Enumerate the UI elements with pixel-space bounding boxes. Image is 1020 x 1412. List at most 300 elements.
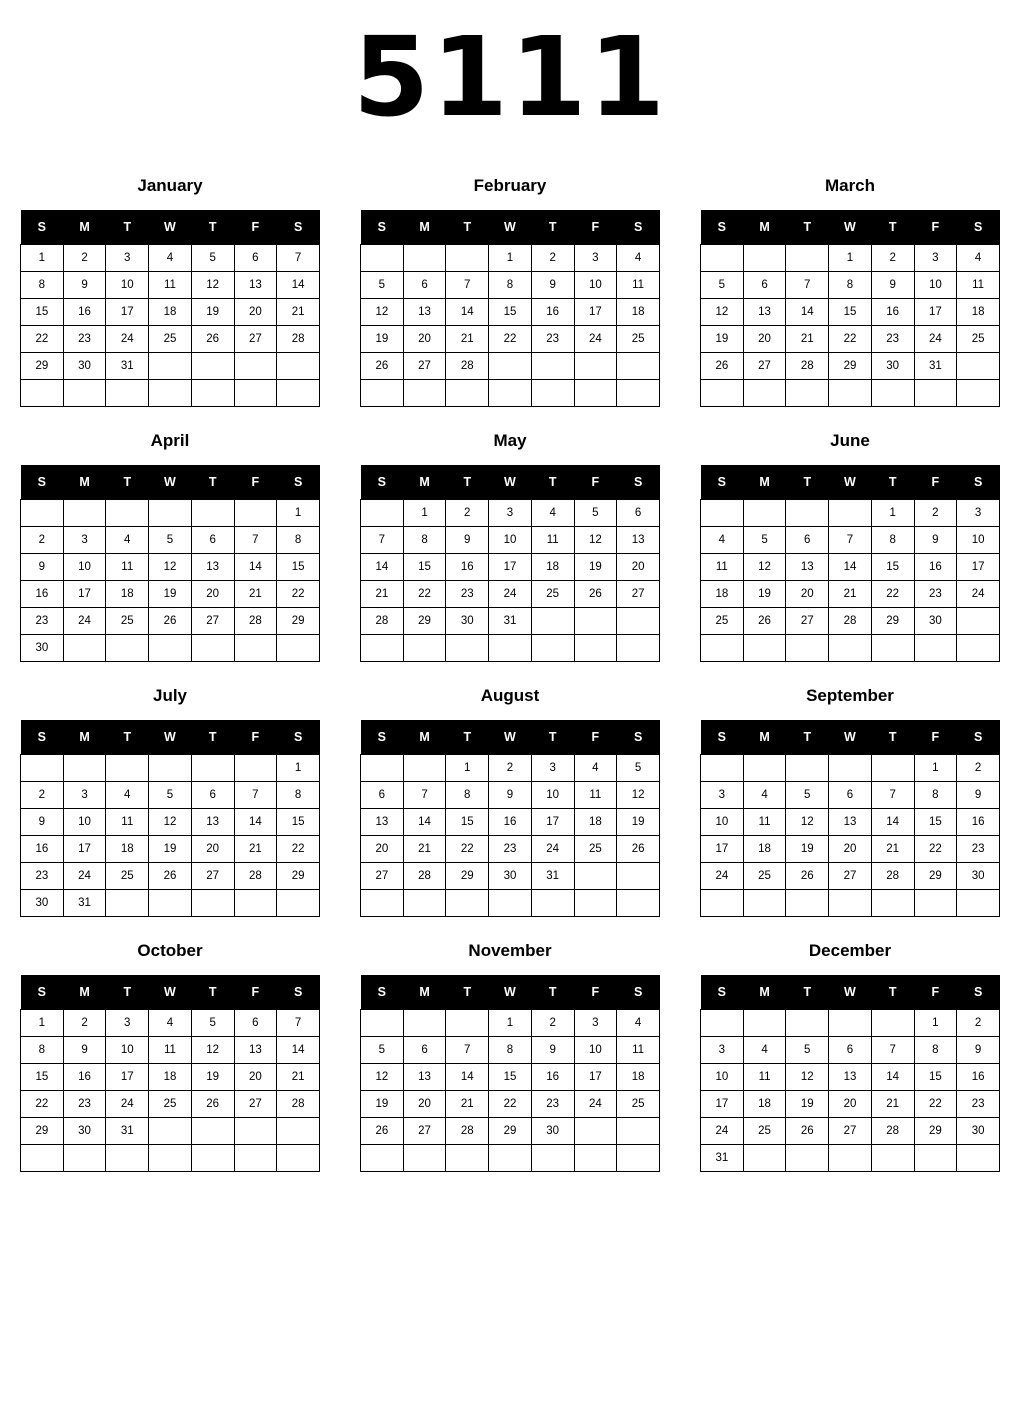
day-cell: 31 bbox=[106, 353, 149, 380]
weekday-header-row bbox=[21, 210, 320, 245]
day-cell: 19 bbox=[786, 1091, 829, 1118]
day-cell: 12 bbox=[574, 527, 617, 554]
day-cell-empty bbox=[234, 1118, 277, 1145]
day-cell: 24 bbox=[701, 1118, 744, 1145]
day-cell: 25 bbox=[743, 1118, 786, 1145]
day-cell: 19 bbox=[149, 581, 192, 608]
day-cell: 7 bbox=[277, 245, 320, 272]
day-cell: 25 bbox=[531, 581, 574, 608]
week-row bbox=[701, 326, 1000, 353]
day-cell: 20 bbox=[829, 1091, 872, 1118]
weekday-header-cell: S bbox=[361, 975, 404, 1010]
day-cell-empty bbox=[786, 380, 829, 407]
day-cell: 25 bbox=[106, 863, 149, 890]
day-cell: 31 bbox=[914, 353, 957, 380]
day-cell-empty bbox=[574, 1118, 617, 1145]
day-cell: 28 bbox=[446, 1118, 489, 1145]
day-cell: 25 bbox=[574, 836, 617, 863]
weekday-header-cell: F bbox=[574, 720, 617, 755]
day-cell: 10 bbox=[106, 272, 149, 299]
day-cell: 10 bbox=[957, 527, 1000, 554]
day-cell: 5 bbox=[191, 245, 234, 272]
week-row bbox=[701, 500, 1000, 527]
day-cell: 5 bbox=[574, 500, 617, 527]
day-cell: 15 bbox=[277, 554, 320, 581]
day-cell: 9 bbox=[21, 809, 64, 836]
weekday-header-cell: S bbox=[701, 465, 744, 500]
weekday-header-row bbox=[21, 975, 320, 1010]
week-row bbox=[361, 554, 660, 581]
months-grid bbox=[0, 138, 1020, 1182]
day-cell: 23 bbox=[21, 863, 64, 890]
weekday-header-cell: F bbox=[914, 465, 957, 500]
day-cell-empty bbox=[701, 755, 744, 782]
day-cell: 18 bbox=[743, 1091, 786, 1118]
day-cell-empty bbox=[191, 755, 234, 782]
day-cell-empty bbox=[191, 1118, 234, 1145]
day-cell: 23 bbox=[21, 608, 64, 635]
day-cell: 26 bbox=[149, 863, 192, 890]
day-cell: 1 bbox=[489, 245, 532, 272]
day-cell-empty bbox=[617, 890, 660, 917]
day-cell: 23 bbox=[63, 326, 106, 353]
day-cell: 21 bbox=[277, 1064, 320, 1091]
week-row bbox=[361, 608, 660, 635]
day-cell: 4 bbox=[531, 500, 574, 527]
weekday-header-cell: M bbox=[743, 210, 786, 245]
day-cell-empty bbox=[277, 1118, 320, 1145]
weekday-header-cell: F bbox=[574, 210, 617, 245]
day-cell-empty bbox=[234, 1145, 277, 1172]
day-cell: 21 bbox=[234, 581, 277, 608]
day-cell: 25 bbox=[617, 1091, 660, 1118]
week-row bbox=[21, 326, 320, 353]
day-cell: 9 bbox=[914, 527, 957, 554]
day-cell: 26 bbox=[574, 581, 617, 608]
day-cell: 11 bbox=[106, 554, 149, 581]
day-cell: 22 bbox=[277, 836, 320, 863]
day-cell: 8 bbox=[277, 527, 320, 554]
day-cell: 3 bbox=[701, 1037, 744, 1064]
day-cell: 14 bbox=[234, 809, 277, 836]
day-cell: 10 bbox=[63, 809, 106, 836]
weekday-header-cell: F bbox=[234, 720, 277, 755]
day-cell: 29 bbox=[21, 353, 64, 380]
day-cell: 11 bbox=[149, 1037, 192, 1064]
weekday-header-cell: M bbox=[403, 975, 446, 1010]
day-cell: 14 bbox=[786, 299, 829, 326]
month-calendar-table bbox=[360, 210, 660, 407]
month-calendar-table bbox=[700, 975, 1000, 1172]
week-row bbox=[701, 353, 1000, 380]
weekday-header-cell: T bbox=[191, 210, 234, 245]
day-cell: 30 bbox=[871, 353, 914, 380]
day-cell-empty bbox=[446, 380, 489, 407]
month-block bbox=[340, 927, 680, 1182]
day-cell: 22 bbox=[914, 1091, 957, 1118]
day-cell: 2 bbox=[63, 1010, 106, 1037]
day-cell-empty bbox=[743, 890, 786, 917]
day-cell: 17 bbox=[957, 554, 1000, 581]
weekday-header-cell: T bbox=[871, 465, 914, 500]
day-cell: 23 bbox=[489, 836, 532, 863]
day-cell: 31 bbox=[531, 863, 574, 890]
weekday-header-cell: W bbox=[149, 465, 192, 500]
day-cell-empty bbox=[191, 380, 234, 407]
day-cell-empty bbox=[149, 353, 192, 380]
day-cell-empty bbox=[829, 890, 872, 917]
day-cell: 4 bbox=[149, 245, 192, 272]
month-name: February bbox=[473, 176, 547, 195]
day-cell: 27 bbox=[361, 863, 404, 890]
day-cell: 21 bbox=[871, 1091, 914, 1118]
week-row bbox=[361, 380, 660, 407]
day-cell: 19 bbox=[701, 326, 744, 353]
week-row bbox=[701, 1091, 1000, 1118]
day-cell: 20 bbox=[403, 1091, 446, 1118]
day-cell: 18 bbox=[106, 581, 149, 608]
day-cell: 10 bbox=[63, 554, 106, 581]
day-cell: 8 bbox=[914, 782, 957, 809]
day-cell: 7 bbox=[446, 272, 489, 299]
day-cell: 13 bbox=[743, 299, 786, 326]
day-cell: 2 bbox=[531, 1010, 574, 1037]
day-cell: 6 bbox=[191, 782, 234, 809]
weekday-header-cell: T bbox=[786, 465, 829, 500]
month-name: August bbox=[480, 686, 540, 705]
day-cell: 25 bbox=[149, 326, 192, 353]
weekday-header-cell: T bbox=[106, 720, 149, 755]
weekday-header-cell: F bbox=[914, 210, 957, 245]
day-cell: 6 bbox=[829, 1037, 872, 1064]
day-cell: 22 bbox=[829, 326, 872, 353]
day-cell: 27 bbox=[191, 863, 234, 890]
weekday-header-cell: S bbox=[617, 720, 660, 755]
day-cell: 20 bbox=[234, 299, 277, 326]
day-cell-empty bbox=[701, 380, 744, 407]
month-name: June bbox=[830, 431, 870, 450]
week-row bbox=[21, 809, 320, 836]
week-row bbox=[21, 353, 320, 380]
day-cell-empty bbox=[829, 1145, 872, 1172]
day-cell: 7 bbox=[403, 782, 446, 809]
day-cell: 25 bbox=[106, 608, 149, 635]
day-cell: 23 bbox=[914, 581, 957, 608]
day-cell: 31 bbox=[701, 1145, 744, 1172]
day-cell: 1 bbox=[21, 245, 64, 272]
weekday-header-cell: S bbox=[21, 465, 64, 500]
month-calendar-table bbox=[360, 465, 660, 662]
day-cell: 16 bbox=[914, 554, 957, 581]
day-cell-empty bbox=[361, 755, 404, 782]
weekday-header-cell: T bbox=[106, 975, 149, 1010]
day-cell-empty bbox=[829, 1010, 872, 1037]
day-cell: 15 bbox=[914, 809, 957, 836]
week-row bbox=[701, 782, 1000, 809]
day-cell: 10 bbox=[701, 809, 744, 836]
day-cell-empty bbox=[446, 1010, 489, 1037]
day-cell: 18 bbox=[149, 1064, 192, 1091]
day-cell: 16 bbox=[871, 299, 914, 326]
month-calendar-table bbox=[700, 465, 1000, 662]
day-cell: 26 bbox=[743, 608, 786, 635]
day-cell-empty bbox=[743, 755, 786, 782]
day-cell: 30 bbox=[531, 1118, 574, 1145]
day-cell: 16 bbox=[531, 1064, 574, 1091]
day-cell-empty bbox=[403, 1010, 446, 1037]
day-cell: 6 bbox=[403, 1037, 446, 1064]
day-cell: 19 bbox=[361, 1091, 404, 1118]
day-cell: 26 bbox=[361, 1118, 404, 1145]
weekday-header-cell: S bbox=[957, 975, 1000, 1010]
day-cell-empty bbox=[446, 635, 489, 662]
month-name: April bbox=[150, 431, 190, 450]
day-cell: 26 bbox=[361, 353, 404, 380]
day-cell: 11 bbox=[149, 272, 192, 299]
day-cell-empty bbox=[743, 1010, 786, 1037]
day-cell: 27 bbox=[617, 581, 660, 608]
day-cell: 28 bbox=[786, 353, 829, 380]
day-cell: 8 bbox=[914, 1037, 957, 1064]
day-cell: 31 bbox=[63, 890, 106, 917]
day-cell: 16 bbox=[957, 809, 1000, 836]
week-row bbox=[701, 1145, 1000, 1172]
day-cell: 4 bbox=[743, 782, 786, 809]
day-cell: 7 bbox=[871, 782, 914, 809]
day-cell: 28 bbox=[871, 1118, 914, 1145]
day-cell-empty bbox=[531, 635, 574, 662]
day-cell: 2 bbox=[914, 500, 957, 527]
day-cell: 18 bbox=[106, 836, 149, 863]
week-row bbox=[361, 272, 660, 299]
day-cell: 27 bbox=[403, 1118, 446, 1145]
day-cell: 6 bbox=[786, 527, 829, 554]
weekday-header-cell: T bbox=[446, 210, 489, 245]
day-cell: 24 bbox=[63, 863, 106, 890]
day-cell-empty bbox=[191, 635, 234, 662]
day-cell: 22 bbox=[21, 326, 64, 353]
weekday-header-cell: F bbox=[914, 720, 957, 755]
day-cell: 7 bbox=[871, 1037, 914, 1064]
day-cell: 14 bbox=[446, 299, 489, 326]
day-cell: 13 bbox=[403, 299, 446, 326]
week-row bbox=[21, 608, 320, 635]
day-cell: 29 bbox=[829, 353, 872, 380]
day-cell-empty bbox=[106, 500, 149, 527]
day-cell-empty bbox=[489, 890, 532, 917]
day-cell: 21 bbox=[446, 1091, 489, 1118]
day-cell-empty bbox=[871, 380, 914, 407]
day-cell-empty bbox=[106, 755, 149, 782]
month-name: December bbox=[808, 941, 892, 960]
week-row bbox=[701, 836, 1000, 863]
day-cell: 17 bbox=[701, 1091, 744, 1118]
day-cell: 14 bbox=[361, 554, 404, 581]
month-block bbox=[340, 672, 680, 927]
weekday-header-cell: F bbox=[914, 975, 957, 1010]
day-cell: 9 bbox=[489, 782, 532, 809]
day-cell: 16 bbox=[63, 1064, 106, 1091]
day-cell: 20 bbox=[234, 1064, 277, 1091]
day-cell: 11 bbox=[617, 272, 660, 299]
day-cell: 3 bbox=[957, 500, 1000, 527]
day-cell: 28 bbox=[277, 1091, 320, 1118]
day-cell: 26 bbox=[786, 863, 829, 890]
day-cell: 17 bbox=[63, 836, 106, 863]
day-cell: 17 bbox=[574, 1064, 617, 1091]
day-cell: 21 bbox=[829, 581, 872, 608]
weekday-header-row bbox=[361, 465, 660, 500]
day-cell: 24 bbox=[106, 326, 149, 353]
week-row bbox=[701, 755, 1000, 782]
day-cell: 4 bbox=[701, 527, 744, 554]
week-row bbox=[701, 380, 1000, 407]
week-row bbox=[701, 863, 1000, 890]
day-cell: 19 bbox=[574, 554, 617, 581]
week-row bbox=[21, 755, 320, 782]
day-cell: 24 bbox=[489, 581, 532, 608]
weekday-header-cell: S bbox=[957, 210, 1000, 245]
month-block bbox=[680, 927, 1020, 1182]
day-cell: 7 bbox=[446, 1037, 489, 1064]
weekday-header-cell: M bbox=[403, 210, 446, 245]
day-cell: 9 bbox=[446, 527, 489, 554]
weekday-header-cell: W bbox=[489, 465, 532, 500]
month-name: May bbox=[493, 431, 527, 450]
day-cell: 1 bbox=[277, 755, 320, 782]
day-cell: 14 bbox=[871, 809, 914, 836]
day-cell: 30 bbox=[914, 608, 957, 635]
day-cell-empty bbox=[361, 1145, 404, 1172]
day-cell-empty bbox=[446, 1145, 489, 1172]
day-cell: 24 bbox=[574, 1091, 617, 1118]
day-cell: 30 bbox=[957, 1118, 1000, 1145]
weekday-header-row bbox=[701, 465, 1000, 500]
day-cell: 7 bbox=[234, 527, 277, 554]
day-cell-empty bbox=[957, 608, 1000, 635]
day-cell: 18 bbox=[617, 1064, 660, 1091]
weekday-header-cell: W bbox=[149, 210, 192, 245]
day-cell-empty bbox=[106, 380, 149, 407]
day-cell: 20 bbox=[829, 836, 872, 863]
day-cell: 15 bbox=[871, 554, 914, 581]
day-cell-empty bbox=[617, 608, 660, 635]
month-calendar-table bbox=[360, 975, 660, 1172]
day-cell: 28 bbox=[277, 326, 320, 353]
day-cell-empty bbox=[403, 755, 446, 782]
day-cell: 7 bbox=[786, 272, 829, 299]
day-cell-empty bbox=[531, 1145, 574, 1172]
month-block bbox=[680, 417, 1020, 672]
day-cell: 11 bbox=[106, 809, 149, 836]
weekday-header-cell: W bbox=[829, 465, 872, 500]
day-cell: 5 bbox=[786, 1037, 829, 1064]
month-calendar-table bbox=[700, 720, 1000, 917]
day-cell-empty bbox=[63, 500, 106, 527]
day-cell: 20 bbox=[191, 581, 234, 608]
day-cell-empty bbox=[574, 1145, 617, 1172]
weekday-header-cell: T bbox=[531, 975, 574, 1010]
day-cell: 14 bbox=[829, 554, 872, 581]
day-cell-empty bbox=[106, 635, 149, 662]
day-cell-empty bbox=[531, 608, 574, 635]
day-cell: 4 bbox=[574, 755, 617, 782]
day-cell-empty bbox=[234, 380, 277, 407]
day-cell: 10 bbox=[914, 272, 957, 299]
day-cell: 7 bbox=[234, 782, 277, 809]
day-cell: 12 bbox=[149, 809, 192, 836]
day-cell-empty bbox=[786, 1010, 829, 1037]
day-cell: 4 bbox=[617, 1010, 660, 1037]
day-cell-empty bbox=[234, 890, 277, 917]
month-name: January bbox=[137, 176, 203, 195]
day-cell: 2 bbox=[957, 1010, 1000, 1037]
day-cell: 12 bbox=[786, 809, 829, 836]
day-cell: 3 bbox=[574, 1010, 617, 1037]
day-cell-empty bbox=[149, 1145, 192, 1172]
weekday-header-cell: S bbox=[277, 975, 320, 1010]
day-cell: 3 bbox=[531, 755, 574, 782]
weekday-header-cell: T bbox=[446, 975, 489, 1010]
week-row bbox=[361, 326, 660, 353]
weekday-header-row bbox=[21, 720, 320, 755]
day-cell-empty bbox=[191, 1145, 234, 1172]
day-cell: 8 bbox=[489, 272, 532, 299]
weekday-header-cell: T bbox=[106, 210, 149, 245]
day-cell: 8 bbox=[277, 782, 320, 809]
day-cell: 12 bbox=[361, 299, 404, 326]
day-cell: 10 bbox=[574, 1037, 617, 1064]
day-cell: 17 bbox=[489, 554, 532, 581]
weekday-header-cell: S bbox=[957, 720, 1000, 755]
weekday-header-cell: S bbox=[21, 975, 64, 1010]
month-block bbox=[340, 162, 680, 417]
day-cell: 25 bbox=[743, 863, 786, 890]
day-cell: 6 bbox=[234, 1010, 277, 1037]
day-cell-empty bbox=[63, 635, 106, 662]
day-cell: 31 bbox=[489, 608, 532, 635]
day-cell: 1 bbox=[829, 245, 872, 272]
day-cell-empty bbox=[277, 380, 320, 407]
day-cell: 28 bbox=[403, 863, 446, 890]
weekday-header-cell: M bbox=[63, 720, 106, 755]
day-cell: 26 bbox=[701, 353, 744, 380]
day-cell: 20 bbox=[403, 326, 446, 353]
day-cell: 2 bbox=[489, 755, 532, 782]
day-cell: 26 bbox=[786, 1118, 829, 1145]
day-cell-empty bbox=[617, 1145, 660, 1172]
day-cell: 12 bbox=[149, 554, 192, 581]
day-cell: 1 bbox=[489, 1010, 532, 1037]
day-cell: 28 bbox=[829, 608, 872, 635]
day-cell: 4 bbox=[743, 1037, 786, 1064]
day-cell: 2 bbox=[21, 527, 64, 554]
day-cell: 16 bbox=[21, 836, 64, 863]
day-cell: 26 bbox=[149, 608, 192, 635]
day-cell: 7 bbox=[361, 527, 404, 554]
day-cell: 28 bbox=[361, 608, 404, 635]
day-cell-empty bbox=[701, 500, 744, 527]
weekday-header-cell: T bbox=[786, 210, 829, 245]
day-cell-empty bbox=[531, 353, 574, 380]
week-row bbox=[361, 581, 660, 608]
weekday-header-cell: T bbox=[446, 465, 489, 500]
day-cell-empty bbox=[914, 380, 957, 407]
week-row bbox=[21, 1064, 320, 1091]
week-row bbox=[361, 500, 660, 527]
week-row bbox=[701, 1118, 1000, 1145]
day-cell: 6 bbox=[234, 245, 277, 272]
